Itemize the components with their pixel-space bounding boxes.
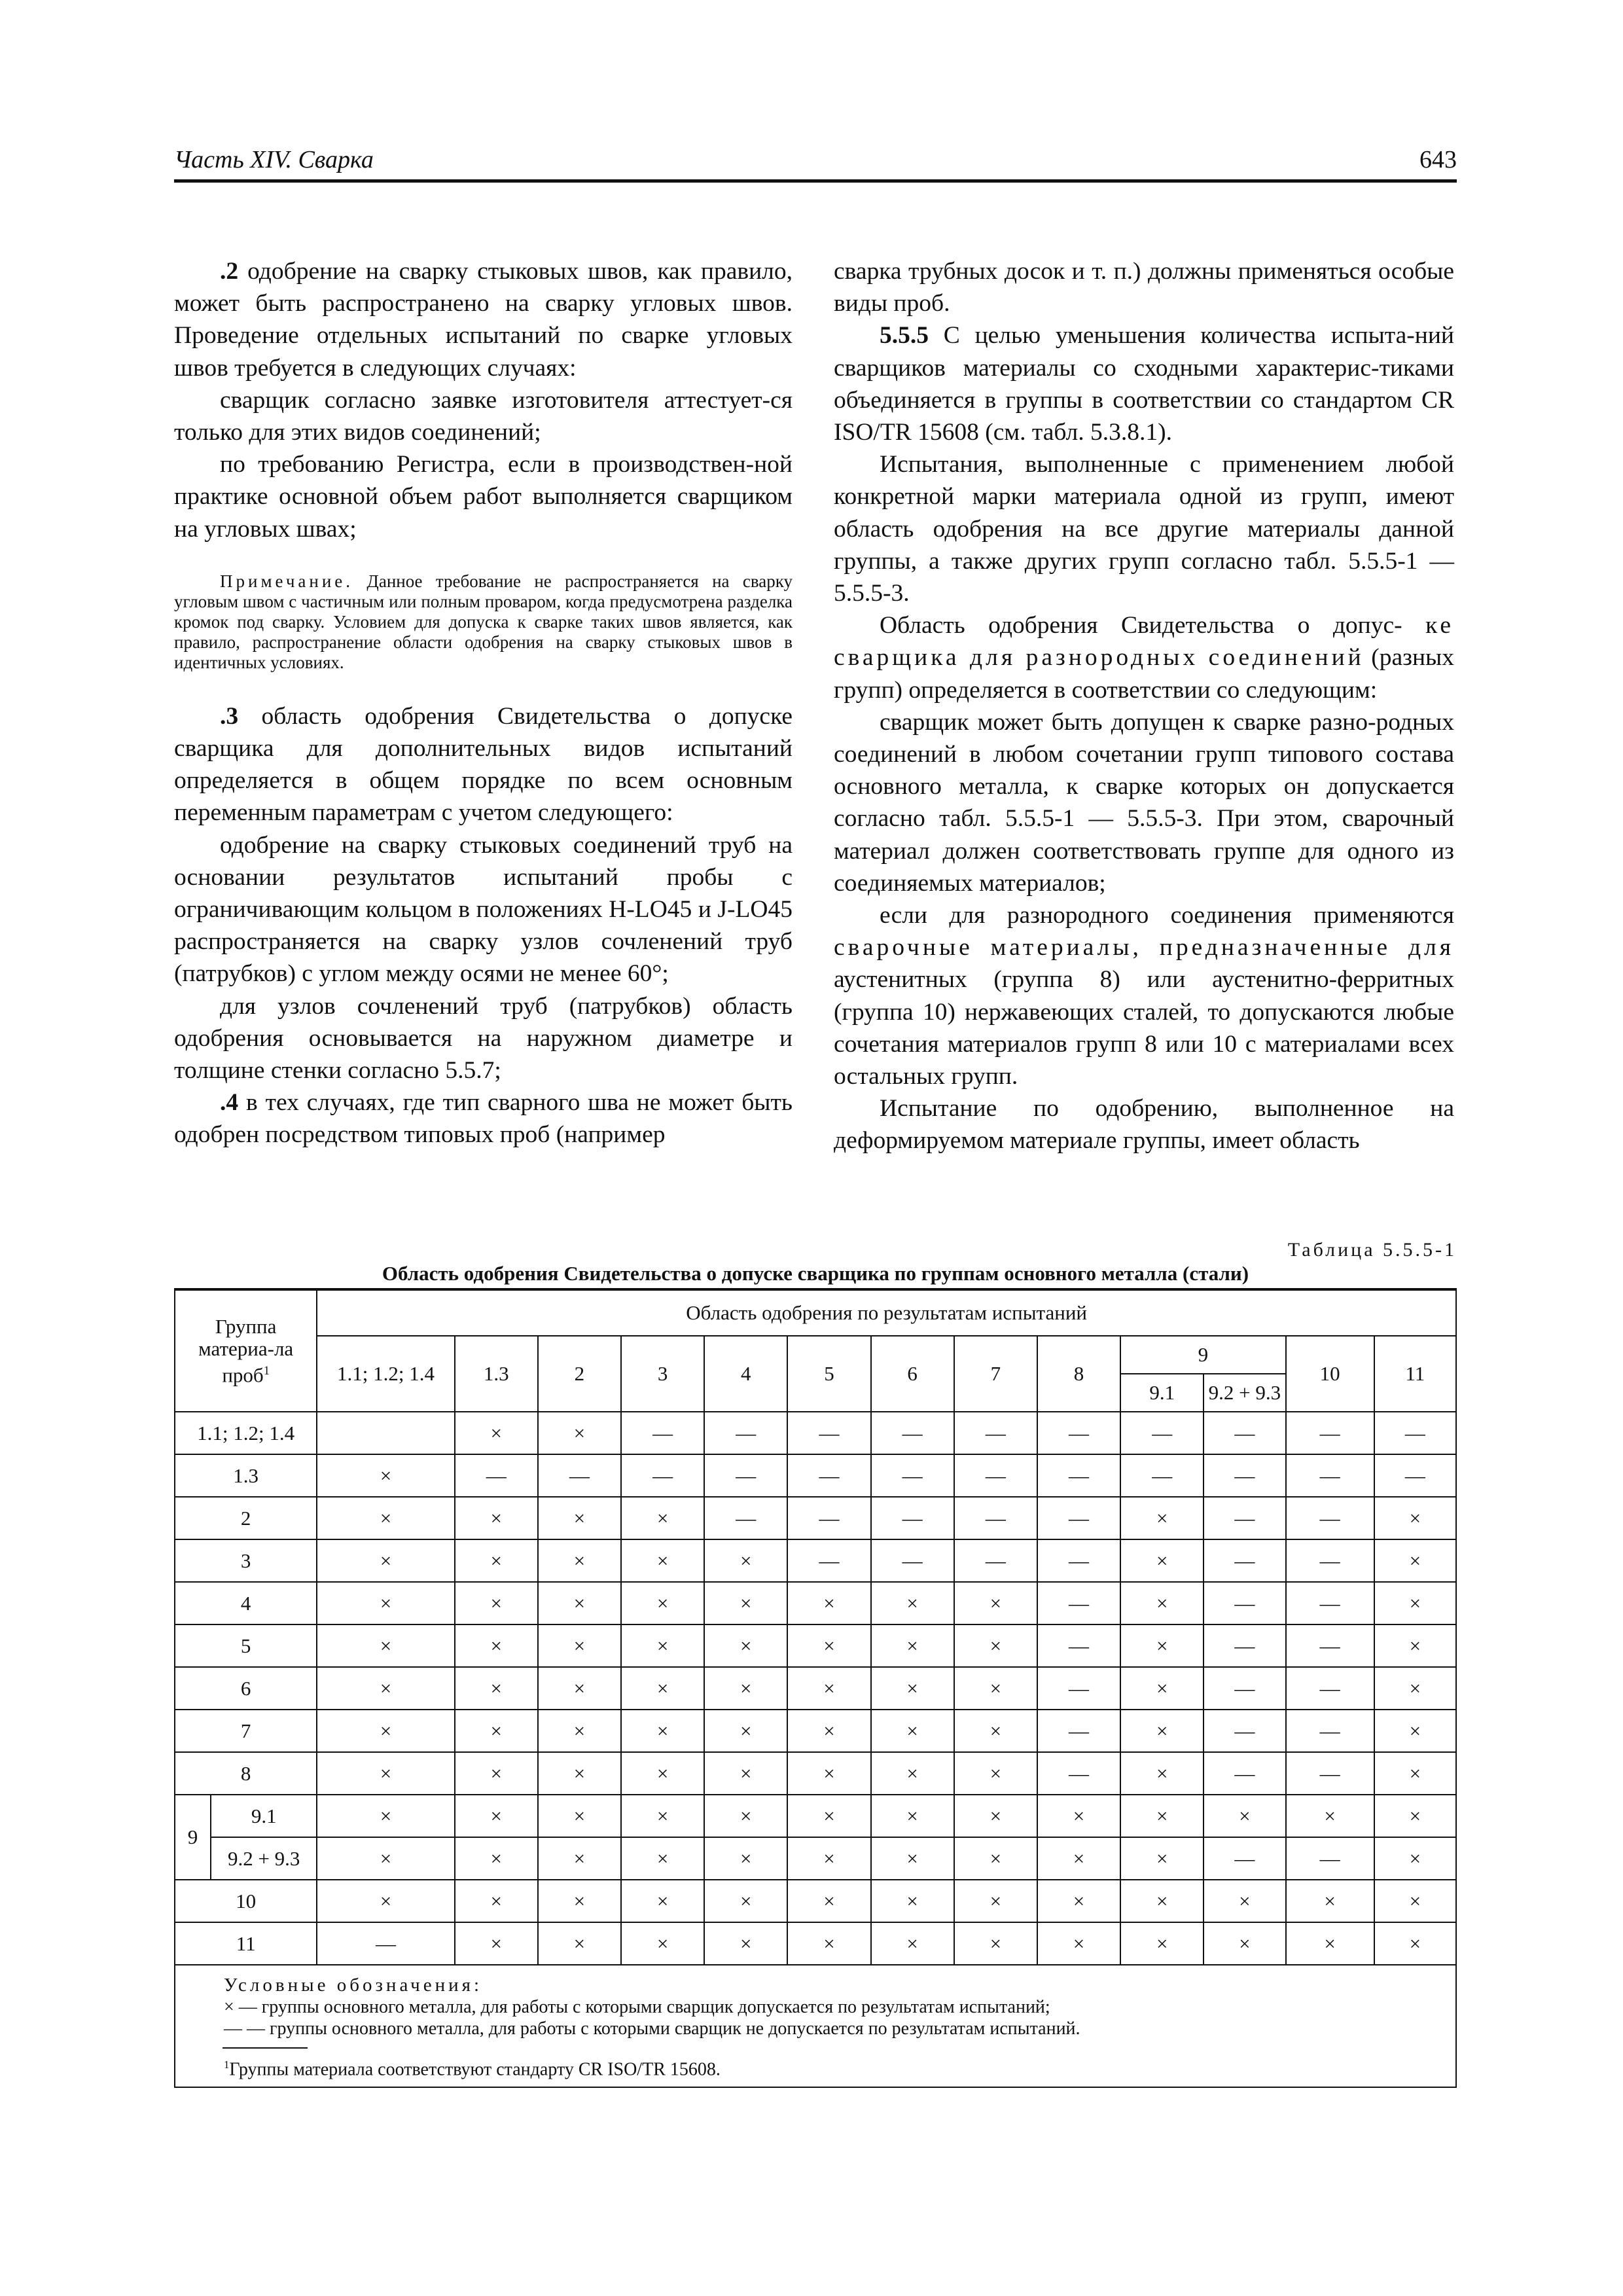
table-cell: × [1374, 1497, 1456, 1539]
table-cell: × [538, 1582, 621, 1624]
table-row [175, 1795, 1456, 1837]
table-cell: × [538, 1497, 621, 1539]
table-cell: × [1374, 1710, 1456, 1752]
table-cell: — [1286, 1497, 1374, 1539]
paragraph: сварка трубных досок и т. п.) должны применяться особые виды проб. [834, 258, 1454, 317]
table-cell: × [621, 1922, 704, 1965]
column-header: 8 [1037, 1336, 1120, 1412]
table-cell: — [871, 1454, 954, 1497]
table-number: Таблица 5.5.5-1 [1287, 1239, 1457, 1261]
table-cell: — [1286, 1710, 1374, 1752]
row-label: 9.1 [211, 1795, 317, 1837]
table-row [175, 1922, 1456, 1965]
column-header: 9.1 [1120, 1374, 1204, 1412]
row-label: 11 [175, 1922, 317, 1965]
table-cell: × [1374, 1922, 1456, 1965]
table-cell: — [621, 1454, 704, 1497]
table-cell: × [455, 1497, 538, 1539]
table-cell: × [787, 1667, 870, 1710]
table-row [175, 1667, 1456, 1710]
table-cell: × [704, 1710, 787, 1752]
page-number: 643 [1419, 146, 1457, 173]
table-cell: × [538, 1795, 621, 1837]
table-cell: × [954, 1752, 1037, 1795]
footnote: $^1$Группы материала соответствуют стандарту CR ISO/TR 15608. [224, 2058, 721, 2080]
paragraph: одобрение на сварку стыковых соединений труб на основании результатов испытаний пробы с ограничивающим кольцом в положениях H-LO45 и J-LO45 распространяется на сварку узлов сочленений труб (патрубков) с углом между осями не менее 60°; [174, 831, 793, 988]
table-cell: × [871, 1880, 954, 1922]
table-cell: × [455, 1710, 538, 1752]
paragraph: сварщик согласно заявке изготовителя аттестует-ся только для этих видов соединений; [174, 386, 793, 446]
table-cell: × [317, 1667, 454, 1710]
table-cell: × [317, 1497, 454, 1539]
table-cell: × [704, 1922, 787, 1965]
legend-line: — — группы основного металла, для работы с которыми сварщик не допускается по результатам испытаний. [224, 2018, 1080, 2039]
table-cell: — [871, 1497, 954, 1539]
table-cell: × [538, 1539, 621, 1582]
table-cell: × [1120, 1624, 1204, 1667]
table-cell: — [621, 1412, 704, 1454]
running-header [174, 145, 1457, 183]
table-cell: — [1204, 1582, 1285, 1624]
table-cell: — [1037, 1624, 1120, 1667]
table-cell: × [1374, 1539, 1456, 1582]
table-cell: × [317, 1795, 454, 1837]
column-header: 7 [954, 1336, 1037, 1412]
legend-title: Условные обозначения: [224, 1975, 483, 1996]
table-cell: — [704, 1412, 787, 1454]
row-label: 1.3 [175, 1454, 317, 1497]
table-cell: × [787, 1880, 870, 1922]
paragraph: Область одобрения Свидетельства о допус- ке сварщика для разнородных соединений (разных групп) определяется в соответствии со следующим: [834, 612, 1455, 704]
table-cell: × [871, 1837, 954, 1880]
section-title: Часть XIV. Сварка [174, 146, 374, 173]
table-cell: — [1204, 1752, 1285, 1795]
paragraph: .3 область одобрения Свидетельства о допуске сварщика для дополнительных видов испытаний определяется в общем порядке по всем основным переменным параметрам с учетом следующего: [174, 702, 793, 827]
table-cell: × [871, 1624, 954, 1667]
table-cell: × [1120, 1710, 1204, 1752]
table-cell: — [1204, 1454, 1285, 1497]
table-cell: — [1204, 1497, 1285, 1539]
table-cell: — [1286, 1667, 1374, 1710]
table-row [175, 1880, 1456, 1922]
row-label: 10 [175, 1880, 317, 1922]
table-cell: × [704, 1539, 787, 1582]
left-column [174, 255, 793, 1151]
table-cell: × [954, 1837, 1037, 1880]
table-cell: — [1120, 1454, 1204, 1497]
table-cell: — [954, 1454, 1037, 1497]
paragraph: Испытания, выполненные с применением любой конкретной марки материала одной из групп, имеют область одобрения на все другие материалы данной группы, а также других групп согласно табл. 5.5.5-1 — 5.5.5-3. [834, 451, 1454, 607]
column-header: 1.3 [455, 1336, 538, 1412]
table-cell: × [1037, 1922, 1120, 1965]
table-row [175, 1412, 1456, 1454]
table-cell: × [317, 1624, 454, 1667]
table-cell: × [787, 1922, 870, 1965]
table-cell: × [954, 1880, 1037, 1922]
paragraph: .4 в тех случаях, где тип сварного шва не может быть одобрен посредством типовых проб (например [174, 1089, 793, 1149]
table-row [175, 1497, 1456, 1539]
row-label: 9.2 + 9.3 [211, 1837, 317, 1880]
approval-header: Область одобрения по результатам испытаний [317, 1289, 1456, 1336]
table-cell: × [317, 1752, 454, 1795]
table-row [175, 1837, 1456, 1880]
table-cell: — [1037, 1454, 1120, 1497]
table-cell: × [787, 1624, 870, 1667]
table-cell: × [871, 1582, 954, 1624]
table-cell: × [954, 1922, 1037, 1965]
table-cell: × [704, 1752, 787, 1795]
table-cell: — [1286, 1837, 1374, 1880]
paragraph: Испытание по одобрению, выполненное на деформируемом материале группы, имеет область [834, 1095, 1454, 1155]
table-cell: × [1374, 1837, 1456, 1880]
table-row [175, 1454, 1456, 1497]
table-cell: × [871, 1795, 954, 1837]
table-cell: — [455, 1454, 538, 1497]
table-cell: × [455, 1582, 538, 1624]
table-cell: × [1120, 1752, 1204, 1795]
table-cell: × [455, 1667, 538, 1710]
table-cell: × [1374, 1795, 1456, 1837]
table-cell: — [1037, 1582, 1120, 1624]
table-cell: — [1374, 1454, 1456, 1497]
group9-header: 9 [1120, 1336, 1285, 1374]
table-cell: × [1037, 1837, 1120, 1880]
note: Примечание. Данное требование не распространяется на сварку угловым швом с частичным или полным проваром, когда предусмотрена разделка кромок под сварку. Условием для допуска к сварке таких швов является, как правило, распространение области одобрения на сварку стыковых швов в идентичных условиях. [174, 571, 793, 672]
table-cell: — [1037, 1412, 1120, 1454]
table-cell: × [621, 1710, 704, 1752]
legend-line: × — группы основного металла, для работы с которыми сварщик допускается по результатам испытаний; [224, 1997, 1050, 2017]
table-cell: × [455, 1539, 538, 1582]
table-cell: × [317, 1710, 454, 1752]
table-cell: — [1286, 1539, 1374, 1582]
table-cell [317, 1412, 454, 1454]
table-cell: — [1204, 1624, 1285, 1667]
table-cell: × [317, 1539, 454, 1582]
table-cell: — [1204, 1412, 1285, 1454]
table-cell: — [1037, 1667, 1120, 1710]
table-cell: × [1204, 1922, 1285, 1965]
table-row [175, 1624, 1456, 1667]
table-cell: — [1286, 1412, 1374, 1454]
table-cell: × [621, 1624, 704, 1667]
group9-row-label: 9 [175, 1795, 211, 1880]
table-cell: — [1037, 1752, 1120, 1795]
table-cell: × [538, 1922, 621, 1965]
table-cell: × [1204, 1795, 1285, 1837]
table-cell: × [621, 1880, 704, 1922]
table-cell: × [1037, 1880, 1120, 1922]
paragraph: 5.5.5 С целью уменьшения количества испыта-ний сварщиков материалы со сходными характерис-тиками объединяется в группы в соответствии со стандартом CR ISO/TR 15608 (см. табл. 5.3.8.1). [834, 322, 1454, 446]
table-cell: × [704, 1624, 787, 1667]
table-cell: × [621, 1795, 704, 1837]
table-cell: — [1204, 1837, 1285, 1880]
table-cell: × [871, 1922, 954, 1965]
column-header: 9.2 + 9.3 [1204, 1374, 1285, 1412]
table-cell: × [1120, 1837, 1204, 1880]
table-cell: × [954, 1710, 1037, 1752]
table-row [175, 1539, 1456, 1582]
column-header: 1.1; 1.2; 1.4 [317, 1336, 454, 1412]
table-cell: × [871, 1710, 954, 1752]
table-cell: × [954, 1624, 1037, 1667]
table-cell: — [1037, 1497, 1120, 1539]
table-cell: × [621, 1837, 704, 1880]
column-header: 10 [1286, 1336, 1374, 1412]
table-cell: × [621, 1752, 704, 1795]
table-cell: × [455, 1624, 538, 1667]
table-cell: × [455, 1880, 538, 1922]
paragraph: по требованию Регистра, если в производствен-ной практике основной объем работ выполняется сварщиком на угловых швах; [174, 451, 793, 543]
column-header: 2 [538, 1336, 621, 1412]
table-cell: × [317, 1837, 454, 1880]
right-column [834, 255, 1454, 1157]
table-cell: — [1204, 1539, 1285, 1582]
row-label: 1.1; 1.2; 1.4 [175, 1412, 317, 1454]
table-cell: × [455, 1837, 538, 1880]
paragraph: для узлов сочленений труб (патрубков) область одобрения основывается на наружном диаметре и толщине стенки согласно 5.5.7; [174, 992, 793, 1085]
table-cell: × [1286, 1880, 1374, 1922]
table-cell: — [1286, 1454, 1374, 1497]
row-label: 4 [175, 1582, 317, 1624]
table-cell: — [1037, 1710, 1120, 1752]
table-cell: × [1374, 1624, 1456, 1667]
table-cell: — [1286, 1624, 1374, 1667]
table-row [175, 1710, 1456, 1752]
column-header: 3 [621, 1336, 704, 1412]
table-cell: × [787, 1752, 870, 1795]
table-cell: × [317, 1582, 454, 1624]
row-label: 8 [175, 1752, 317, 1795]
table-cell: — [1037, 1539, 1120, 1582]
table-cell: × [621, 1539, 704, 1582]
table-cell: — [954, 1539, 1037, 1582]
table-cell: × [954, 1582, 1037, 1624]
table-cell: × [1286, 1795, 1374, 1837]
table-cell: × [1374, 1880, 1456, 1922]
table-cell: × [704, 1880, 787, 1922]
row-label: 7 [175, 1710, 317, 1752]
footnote-rule [223, 2047, 308, 2049]
table-cell: × [704, 1795, 787, 1837]
table-cell: × [317, 1880, 454, 1922]
table-cell: × [538, 1710, 621, 1752]
table-row [175, 1582, 1456, 1624]
table-cell: × [1120, 1922, 1204, 1965]
row-label: 2 [175, 1497, 317, 1539]
table-cell: × [621, 1582, 704, 1624]
table-cell: × [538, 1880, 621, 1922]
table-cell: × [1374, 1667, 1456, 1710]
table-cell: × [704, 1582, 787, 1624]
table-cell: × [1120, 1582, 1204, 1624]
table-cell: × [1120, 1539, 1204, 1582]
table-cell: — [787, 1539, 870, 1582]
table-cell: × [455, 1922, 538, 1965]
table-cell: × [538, 1837, 621, 1880]
table-cell: — [954, 1497, 1037, 1539]
table-cell: × [1120, 1880, 1204, 1922]
table-row [175, 1752, 1456, 1795]
row-label: 3 [175, 1539, 317, 1582]
table-cell: × [871, 1667, 954, 1710]
table-cell: × [1286, 1922, 1374, 1965]
table-cell: — [704, 1454, 787, 1497]
table-cell: × [538, 1752, 621, 1795]
table-cell: — [1286, 1582, 1374, 1624]
table-cell: × [704, 1837, 787, 1880]
table-cell: — [787, 1454, 870, 1497]
corner-header: Группа материа-ла проб$^1$ [175, 1289, 317, 1412]
table-legend [175, 1965, 1456, 2087]
table-cell: × [1374, 1582, 1456, 1624]
table-cell: × [787, 1582, 870, 1624]
column-header: 5 [787, 1336, 870, 1412]
row-label: 5 [175, 1624, 317, 1667]
column-header: 11 [1374, 1336, 1456, 1412]
table-cell: × [455, 1795, 538, 1837]
table-cell: — [1204, 1667, 1285, 1710]
table-cell: × [621, 1497, 704, 1539]
table-cell: × [787, 1837, 870, 1880]
table-cell: — [1120, 1412, 1204, 1454]
table-cell: × [1374, 1752, 1456, 1795]
table-cell: × [621, 1667, 704, 1710]
table-cell: × [455, 1412, 538, 1454]
table-cell: — [787, 1412, 870, 1454]
table-cell: × [787, 1710, 870, 1752]
table-cell: × [538, 1667, 621, 1710]
table-cell: × [1120, 1795, 1204, 1837]
table-cell: — [1374, 1412, 1456, 1454]
table-cell: × [1120, 1497, 1204, 1539]
table-cell: × [1204, 1880, 1285, 1922]
table-cell: × [1037, 1795, 1120, 1837]
table-cell: × [704, 1667, 787, 1710]
paragraph: если для разнородного соединения применяются сварочные материалы, предназначенные для аустенитных (группа 8) или аустенитно-ферритных (группа 10) нержавеющих сталей, то допускаются любые сочетания материалов групп 8 или 10 с материалами всех остальных групп. [834, 902, 1454, 1090]
column-header: 4 [704, 1336, 787, 1412]
table-cell: × [954, 1667, 1037, 1710]
table-cell: — [1286, 1752, 1374, 1795]
table-cell: — [871, 1539, 954, 1582]
table-cell: × [538, 1624, 621, 1667]
approval-table [174, 1288, 1457, 2088]
table-cell: — [954, 1412, 1037, 1454]
table-cell: × [317, 1454, 454, 1497]
table-cell: — [317, 1922, 454, 1965]
table-cell: × [871, 1752, 954, 1795]
table-cell: × [538, 1412, 621, 1454]
table-cell: — [1204, 1710, 1285, 1752]
table-cell: — [704, 1497, 787, 1539]
row-label: 6 [175, 1667, 317, 1710]
table-cell: — [787, 1497, 870, 1539]
paragraph: сварщик может быть допущен к сварке разно-родных соединений в любом сочетании групп типового состава основного металла, к сварке которых он допускается согласно табл. 5.5.5-1 — 5.5.5-3. При этом, сварочный материал должен соответствовать группе для одного из соединяемых материалов; [834, 708, 1454, 897]
column-header: 6 [871, 1336, 954, 1412]
table-cell: × [1120, 1667, 1204, 1710]
paragraph: .2 одобрение на сварку стыковых швов, как правило, может быть распространено на сварку угловых швов. Проведение отдельных испытаний по сварке угловых швов требуется в следующих случаях: [174, 258, 793, 382]
table-cell: × [954, 1795, 1037, 1837]
table-cell: — [538, 1454, 621, 1497]
table-cell: — [871, 1412, 954, 1454]
table-cell: × [787, 1795, 870, 1837]
table-caption: Область одобрения Свидетельства о допуске сварщика по группам основного металла (стали) [382, 1262, 1249, 1285]
table-cell: × [455, 1752, 538, 1795]
